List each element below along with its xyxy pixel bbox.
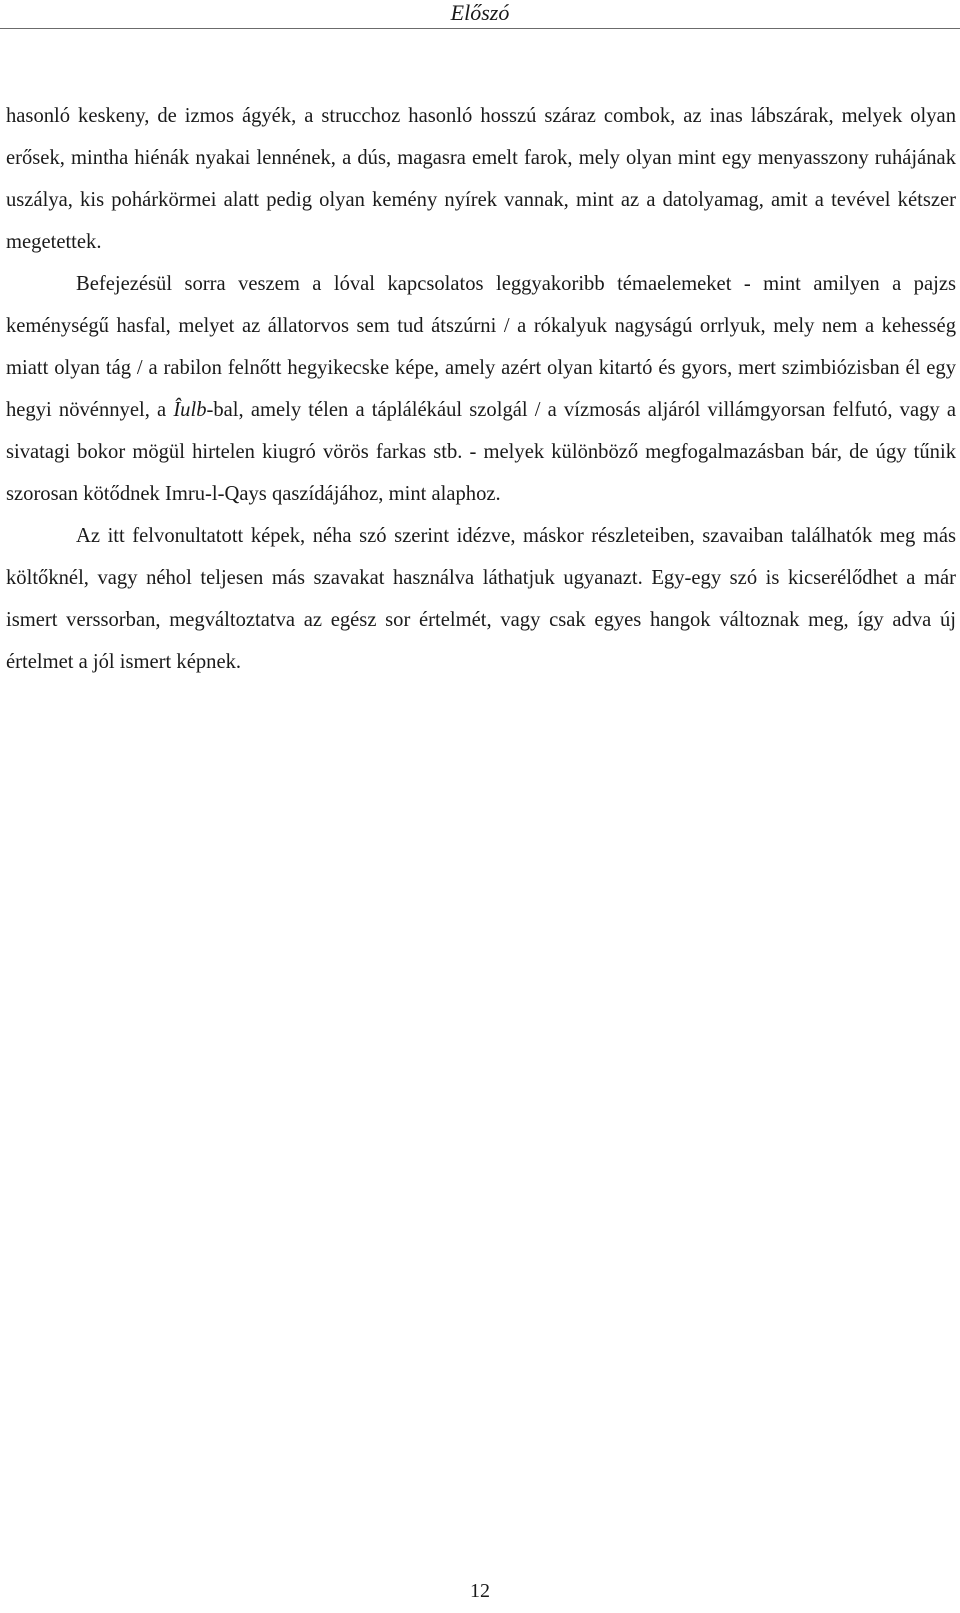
paragraph-2-term: Îulb <box>173 399 207 421</box>
paragraph-3: Az itt felvonultatott képek, néha szó szerint idézve, máskor részleteiben, szavaiban találhatók meg más költőknél, vagy néhol teljesen más szavakat használva láthatjuk ugyanazt. Egy-egy szó is kicserélődhet a már ismert verssorban, megváltoztatva az egész sor értelmét, vagy csak egyes hangok változnak meg, így adva új értelmet a jól ismert képnek. <box>6 525 956 673</box>
page-number: 12 <box>470 1580 490 1602</box>
paragraph-2-rest: -bal, amely télen a táplálékául szolgál / a vízmosás aljáról villámgyorsan felfutó, vagy a sivatagi bokor mögül hirtelen kiugró vörös farkas stb. - melyek különböző megfogalmazásban bár, de úgy tűnik szorosan kötődnek Imru-l-Qays qaszídájához, mint alaphoz. <box>6 399 956 505</box>
paragraph-2-text: Befejezésül sorra veszem a lóval kapcsolatos leggyakoribb témaelemeket - mint amilyen a pajzs keménységű hasfal, melyet az állatorvos sem tud átszúrni / a rókalyuk nagyságú orrlyuk, mely nem a kehesség miatt olyan tág / a rabilon felnőtt hegyikecske képe, amely azért olyan kitartó és gyors, mert szimbiózisban él egy hegyi növénnyel, a <box>6 273 956 421</box>
paragraph-1: hasonló keskeny, de izmos ágyék, a strucchoz hasonló hosszú száraz combok, az inas lábszárak, melyek olyan erősek, mintha hiénák nyakai lennének, a dús, magasra emelt farok, mely olyan mint egy menyasszony ruhájának uszálya, kis pohárkörmei alatt pedig olyan kemény nyírek vannak, mint az a datolyamag, amit a tevével kétszer megetettek. <box>6 105 956 253</box>
running-header <box>0 0 960 29</box>
body-text <box>6 95 956 683</box>
paragraph-2 <box>6 263 956 515</box>
running-header-title: Előszó <box>450 0 510 25</box>
